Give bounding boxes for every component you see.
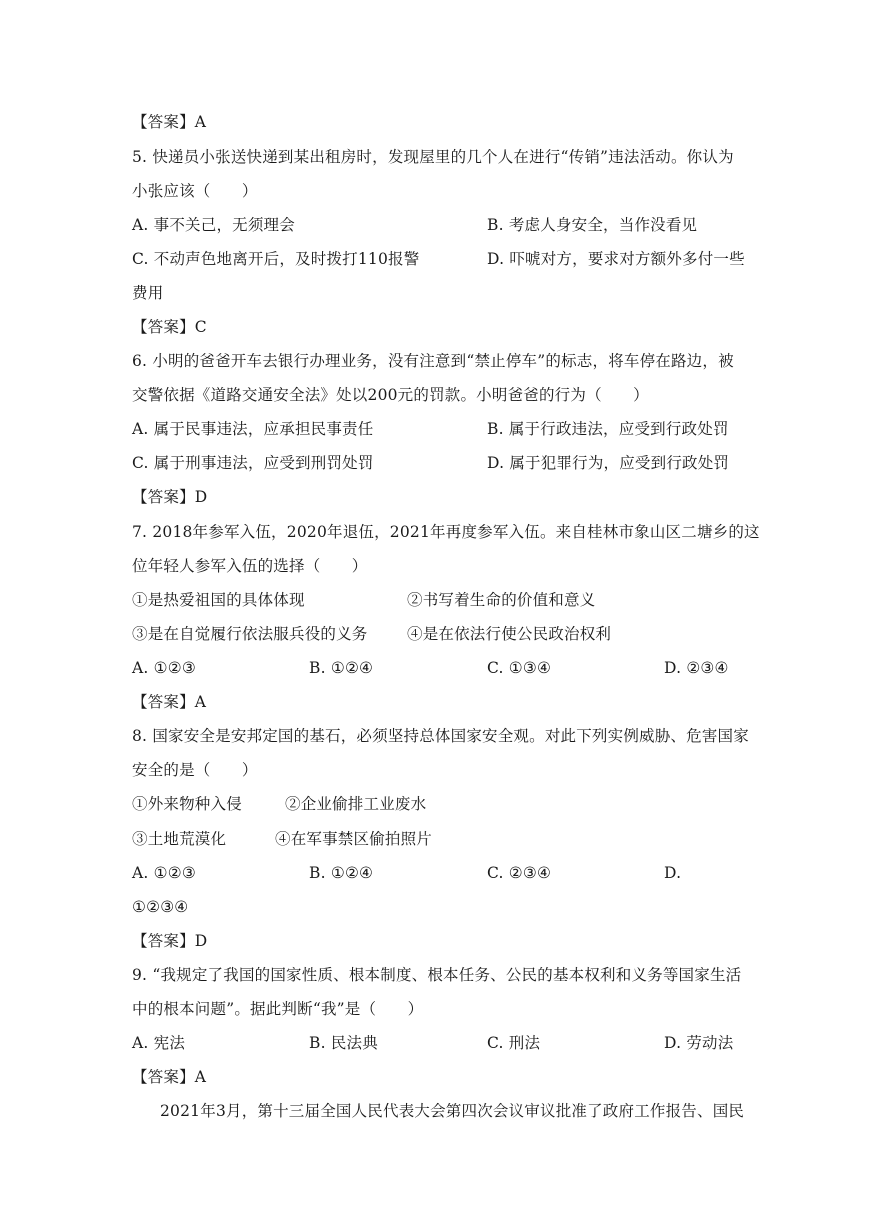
option-c: C. 不动声色地离开后，及时拨打110报警 xyxy=(132,250,420,268)
statement-4: ④在军事禁区偷拍照片 xyxy=(275,830,433,848)
option-c: C. 属于刑事违法，应受到刑罚处罚 xyxy=(132,454,374,472)
statement-2: ②企业偷排工业废水 xyxy=(285,795,427,813)
answer-line: 【答案】A xyxy=(132,1068,207,1086)
option-d-cont: ①②③④ xyxy=(132,898,189,916)
passage-paragraph: 2021年3月，第十三届全国人民代表大会第四次会议审议批准了政府工作报告、国民 xyxy=(160,1102,745,1120)
statement-3: ③是在自觉履行依法服兵役的义务 xyxy=(132,625,368,643)
option-b: B. ①②④ xyxy=(309,864,374,882)
statement-1: ①外来物种入侵 xyxy=(132,795,242,813)
question-7-stem: 7. 2018年参军入伍，2020年退伍，2021年再度参军入伍。来自桂林市象山区二塘乡的这 xyxy=(132,523,760,541)
option-d: D. 劳动法 xyxy=(664,1034,734,1052)
answer-line: 【答案】D xyxy=(132,932,208,950)
answer-line: 【答案】A xyxy=(132,113,207,131)
option-c: C. ②③④ xyxy=(487,864,552,882)
question-7-stem-cont: 位年轻人参军入伍的选择（ ） xyxy=(132,557,368,575)
option-d: D. 属于犯罪行为，应受到行政处罚 xyxy=(487,454,730,472)
question-5-stem-cont: 小张应该（ ） xyxy=(132,182,258,200)
option-c: C. 刑法 xyxy=(487,1034,541,1052)
option-a: A. ①②③ xyxy=(132,864,196,882)
question-8-stem-cont: 安全的是（ ） xyxy=(132,761,258,779)
answer-line: 【答案】D xyxy=(132,488,208,506)
option-d: D. ②③④ xyxy=(664,659,729,677)
question-9-stem-cont: 中的根本问题”。据此判断“我”是（ ） xyxy=(132,1000,424,1018)
question-9-stem: 9. “我规定了我国的国家性质、根本制度、根本任务、公民的基本权利和义务等国家生活 xyxy=(132,966,742,984)
option-a: A. ①②③ xyxy=(132,659,196,677)
question-6-stem-cont: 交警依据《道路交通安全法》处以200元的罚款。小明爸爸的行为（ ） xyxy=(132,386,649,404)
statement-1: ①是热爱祖国的具体体现 xyxy=(132,591,305,609)
option-d: D. xyxy=(664,864,682,882)
statement-3: ③土地荒漠化 xyxy=(132,830,227,848)
statement-2: ②书写着生命的价值和意义 xyxy=(407,591,596,609)
option-b: B. 考虑人身安全，当作没看见 xyxy=(487,216,698,234)
question-8-stem: 8. 国家安全是安邦定国的基石，必须坚持总体国家安全观。对此下列实例威胁、危害国家 xyxy=(132,727,749,745)
option-b: B. ①②④ xyxy=(309,659,374,677)
question-5-stem: 5. 快递员小张送快递到某出租房时，发现屋里的几个人在进行“传销”违法活动。你认为 xyxy=(132,148,734,166)
statement-4: ④是在依法行使公民政治权利 xyxy=(407,625,612,643)
answer-line: 【答案】A xyxy=(132,693,207,711)
option-c: C. ①③④ xyxy=(487,659,552,677)
option-b: B. 民法典 xyxy=(309,1034,378,1052)
question-6-stem: 6. 小明的爸爸开车去银行办理业务，没有注意到“禁止停车”的标志，将车停在路边，被 xyxy=(132,352,734,370)
option-a: A. 属于民事违法，应承担民事责任 xyxy=(132,420,374,438)
option-d-cont: 费用 xyxy=(132,284,164,302)
answer-line: 【答案】C xyxy=(132,318,207,336)
option-a: A. 宪法 xyxy=(132,1034,186,1052)
option-b: B. 属于行政违法，应受到行政处罚 xyxy=(487,420,729,438)
option-d: D. 吓唬对方，要求对方额外多付一些 xyxy=(487,250,745,268)
option-a: A. 事不关己，无须理会 xyxy=(132,216,295,234)
